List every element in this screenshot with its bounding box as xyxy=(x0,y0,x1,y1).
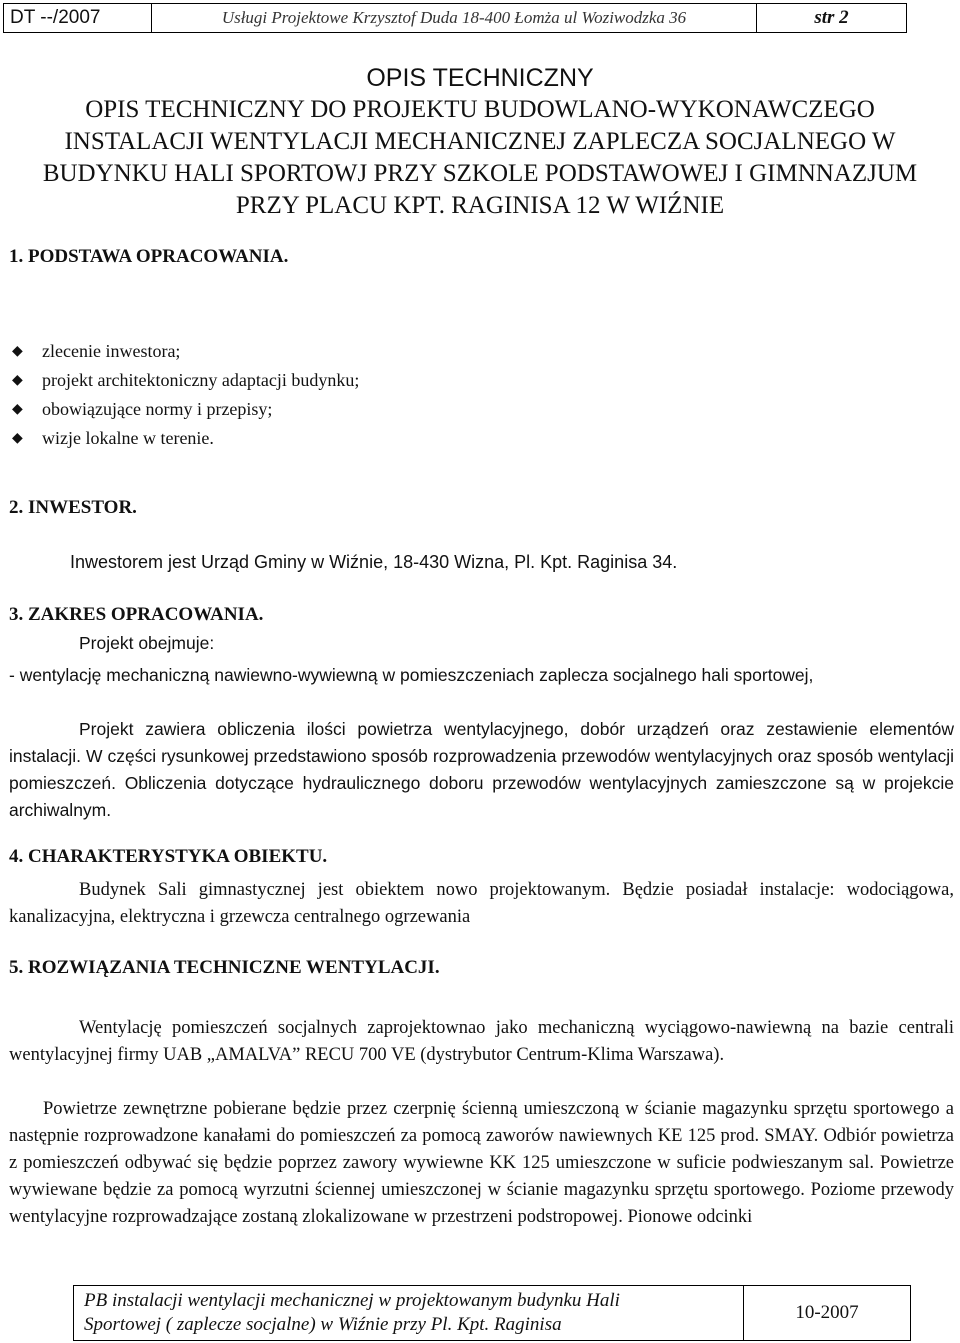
subtitle-line-4: PRZY PLACU KPT. RAGINISA 12 W WIŹNIE xyxy=(235,192,725,219)
section-1-list xyxy=(12,337,359,453)
company-info: Usługi Projektowe Krzysztof Duda 18-400 Łomża ul Woziwodzka 36 xyxy=(221,8,687,27)
footer-description xyxy=(74,1286,744,1340)
subtitle-line-1: OPIS TECHNICZNY DO PROJEKTU BUDOWLANO-WYKONAWCZEGO xyxy=(85,96,875,123)
section-2-heading: 2. INWESTOR. xyxy=(9,497,137,518)
footer-line-2: Sportowej ( zaplecze socjalne) w Wiźnie przy Pl. Kpt. Raginisa xyxy=(84,1314,562,1335)
investor-text: Inwestorem jest Urząd Gminy w Wiźnie, 18-430 Wizna, Pl. Kpt. Raginisa 34. xyxy=(70,552,678,572)
document-subtitle xyxy=(0,94,960,222)
subtitle-line-3: BUDYNKU HALI SPORTOWJ PRZY SZKOLE PODSTAWOWEJ I GIMNNAZJUM xyxy=(42,160,918,187)
section-5-heading: 5. ROZWIĄZANIA TECHNICZNE WENTYLACJI. xyxy=(9,957,440,978)
section-4-heading: 4. CHARAKTERYSTYKA OBIEKTU. xyxy=(9,846,328,867)
list-item: ◆ obowiązujące normy i przepisy; xyxy=(12,395,359,424)
diamond-bullet-icon: ◆ xyxy=(12,402,23,417)
scope-text: Projekt zawiera obliczenia ilości powietrza wentylacyjnego, dobór urządzeń oraz zestawienie elementów instalacji. W części rysunkowej przedstawiono sposób rozprowadzenia przewodów wentylacyjnych oraz sposób wentylacji pomieszczeń. Obliczenia dotyczące hydraulicznego doboru przewodów wentylacyjnych zamieszczone są w projekcie archiwalnym. xyxy=(9,719,954,820)
diamond-bullet-icon: ◆ xyxy=(12,373,23,388)
scope-item: - wentylację mechaniczną nawiewno-wywiewną w pomieszczeniach zaplecza socjalnego hali sportowej, xyxy=(9,665,814,685)
object-text: Budynek Sali gimnastycznej jest obiektem nowo projektowanym. Będzie posiadał instalacje: wodociągowa, kanalizacyjna, elektryczna i grzewcza centralnego ogrzewania xyxy=(9,880,954,927)
list-item: ◆ projekt architektoniczny adaptacji budynku; xyxy=(12,366,359,395)
subtitle-line-2: INSTALACJI WENTYLACJI MECHANICZNEJ ZAPLECZA SOCJALNEGO W xyxy=(64,128,896,155)
footer-date: 10-2007 xyxy=(795,1302,859,1323)
diamond-bullet-icon: ◆ xyxy=(12,431,23,446)
page-header xyxy=(3,3,907,33)
page-footer xyxy=(73,1285,911,1341)
section-1-heading: 1. PODSTAWA OPRACOWANIA. xyxy=(9,246,289,267)
ventilation-paragraph-1: Wentylację pomieszczeń socjalnych zaprojektownao jako mechaniczną wyciągowo-nawiewną na bazie centrali wentylacyjnej firmy UAB „AMALVA” RECU 700 VE (dystrybutor Centrum-Klima Warszawa). xyxy=(9,1018,954,1065)
scope-intro: Projekt obejmuje: xyxy=(79,633,215,653)
footer-line-1: PB instalacji wentylacji mechanicznej w projektowanym budynku Hali xyxy=(84,1290,620,1311)
document-title: OPIS TECHNICZNY xyxy=(366,64,594,92)
list-item: ◆ wizje lokalne w terenie. xyxy=(12,424,359,453)
document-code: DT --/2007 xyxy=(4,4,152,32)
list-item: ◆ zlecenie inwestora; xyxy=(12,337,359,366)
section-3-heading: 3. ZAKRES OPRACOWANIA. xyxy=(9,604,264,625)
page-number: str 2 xyxy=(756,4,906,32)
ventilation-paragraph-2: Powietrze zewnętrzne pobierane będzie przez czerpnię ścienną umieszczoną w ścianie magazynku sprzętu sportowego a następnie rozprowadzone kanałami do pomieszczeń za pomocą zaworów nawiewnych KE 125 prod. SMAY. Odbiór powietrza z pomieszczeń odbywać się będzie poprzez zawory wywiewne KK 125 umieszczone w suficie podwieszanym sal. Powietrze wywiewane będzie za pomocą wyrzutni ściennej umieszczonej w ścianie magazynku sprzętu sportowego. Poziome przewody wentylacyjne rozprowadzające zostaną zlokalizowane w przestrzeni podstropowej. Pionowe odcinki xyxy=(9,1099,954,1227)
diamond-bullet-icon: ◆ xyxy=(12,344,23,359)
